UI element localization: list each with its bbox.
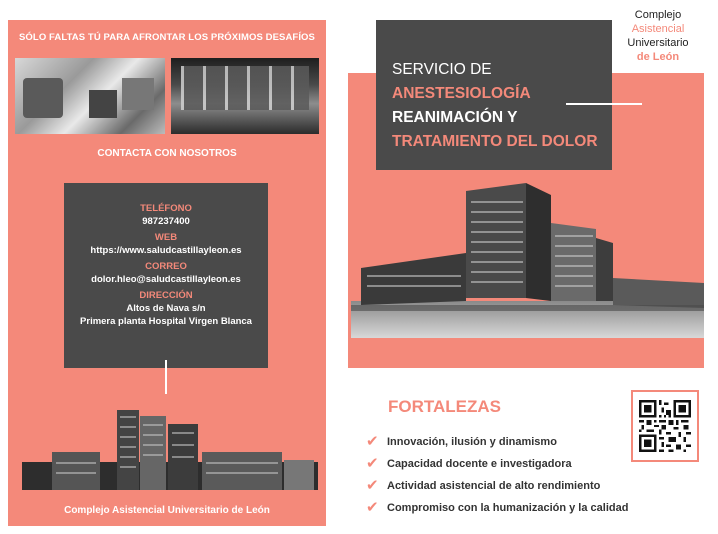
hospital-building-photo <box>351 183 704 338</box>
strength-text: Innovación, ilusión y dinamismo <box>387 436 557 448</box>
list-item <box>366 475 628 497</box>
address-line-1: Altos de Nava s/n <box>126 303 206 314</box>
web-link[interactable]: https://www.saludcastillayleon.es <box>90 245 242 256</box>
fortalezas-heading: FORTALEZAS <box>388 397 502 416</box>
hospital-interior-photo <box>171 58 319 134</box>
title-line-1: SERVICIO DE <box>392 61 492 78</box>
checkmark-icon: ✔ <box>366 477 379 494</box>
footer-institution: Complejo Asistencial Universitario de León <box>64 505 270 516</box>
strength-text: Capacidad docente e investigadora <box>387 458 572 470</box>
left-panel <box>8 20 326 526</box>
phone-value[interactable]: 987237400 <box>142 216 190 227</box>
strengths-list <box>366 431 628 519</box>
connector-line <box>165 360 167 394</box>
checkmark-icon: ✔ <box>366 433 379 450</box>
title-line-2: ANESTESIOLOGÍA <box>392 85 531 102</box>
logo-line-1: Complejo <box>634 9 682 21</box>
title-line-4: TRATAMIENTO DEL DOLOR <box>392 133 598 150</box>
strength-text: Actividad asistencial de alto rendimiento <box>387 480 601 492</box>
operating-room-photo <box>15 58 165 134</box>
address-label: DIRECCIÓN <box>139 290 193 301</box>
checkmark-icon: ✔ <box>366 499 379 516</box>
logo-line-3: Universitario <box>627 37 689 49</box>
email-label: CORREO <box>145 261 187 272</box>
qr-code-icon[interactable] <box>631 390 699 462</box>
title-line-3: REANIMACIÓN Y <box>392 109 518 126</box>
list-item <box>366 497 628 519</box>
service-title-box <box>376 20 612 170</box>
contact-heading: CONTACTA CON NOSOTROS <box>97 148 237 159</box>
list-item <box>366 453 628 475</box>
email-link[interactable]: dolor.hleo@saludcastillayleon.es <box>91 274 241 285</box>
strength-text: Compromiso con la humanización y la calidad <box>387 502 629 514</box>
hospital-skyline-image <box>22 402 318 502</box>
address-line-2: Primera planta Hospital Virgen Blanca <box>80 316 252 327</box>
web-label: WEB <box>154 232 178 243</box>
institution-logo <box>618 8 698 64</box>
banner-text: SÓLO FALTAS TÚ PARA AFRONTAR LOS PRÓXIMOS DESAFÍOS <box>19 32 315 43</box>
contact-box <box>64 183 268 368</box>
logo-line-2: Asistencial <box>631 23 685 35</box>
logo-line-4: de León <box>636 51 680 63</box>
list-item <box>366 431 628 453</box>
checkmark-icon: ✔ <box>366 455 379 472</box>
phone-label: TELÉFONO <box>140 203 192 214</box>
title-rule <box>566 103 642 105</box>
